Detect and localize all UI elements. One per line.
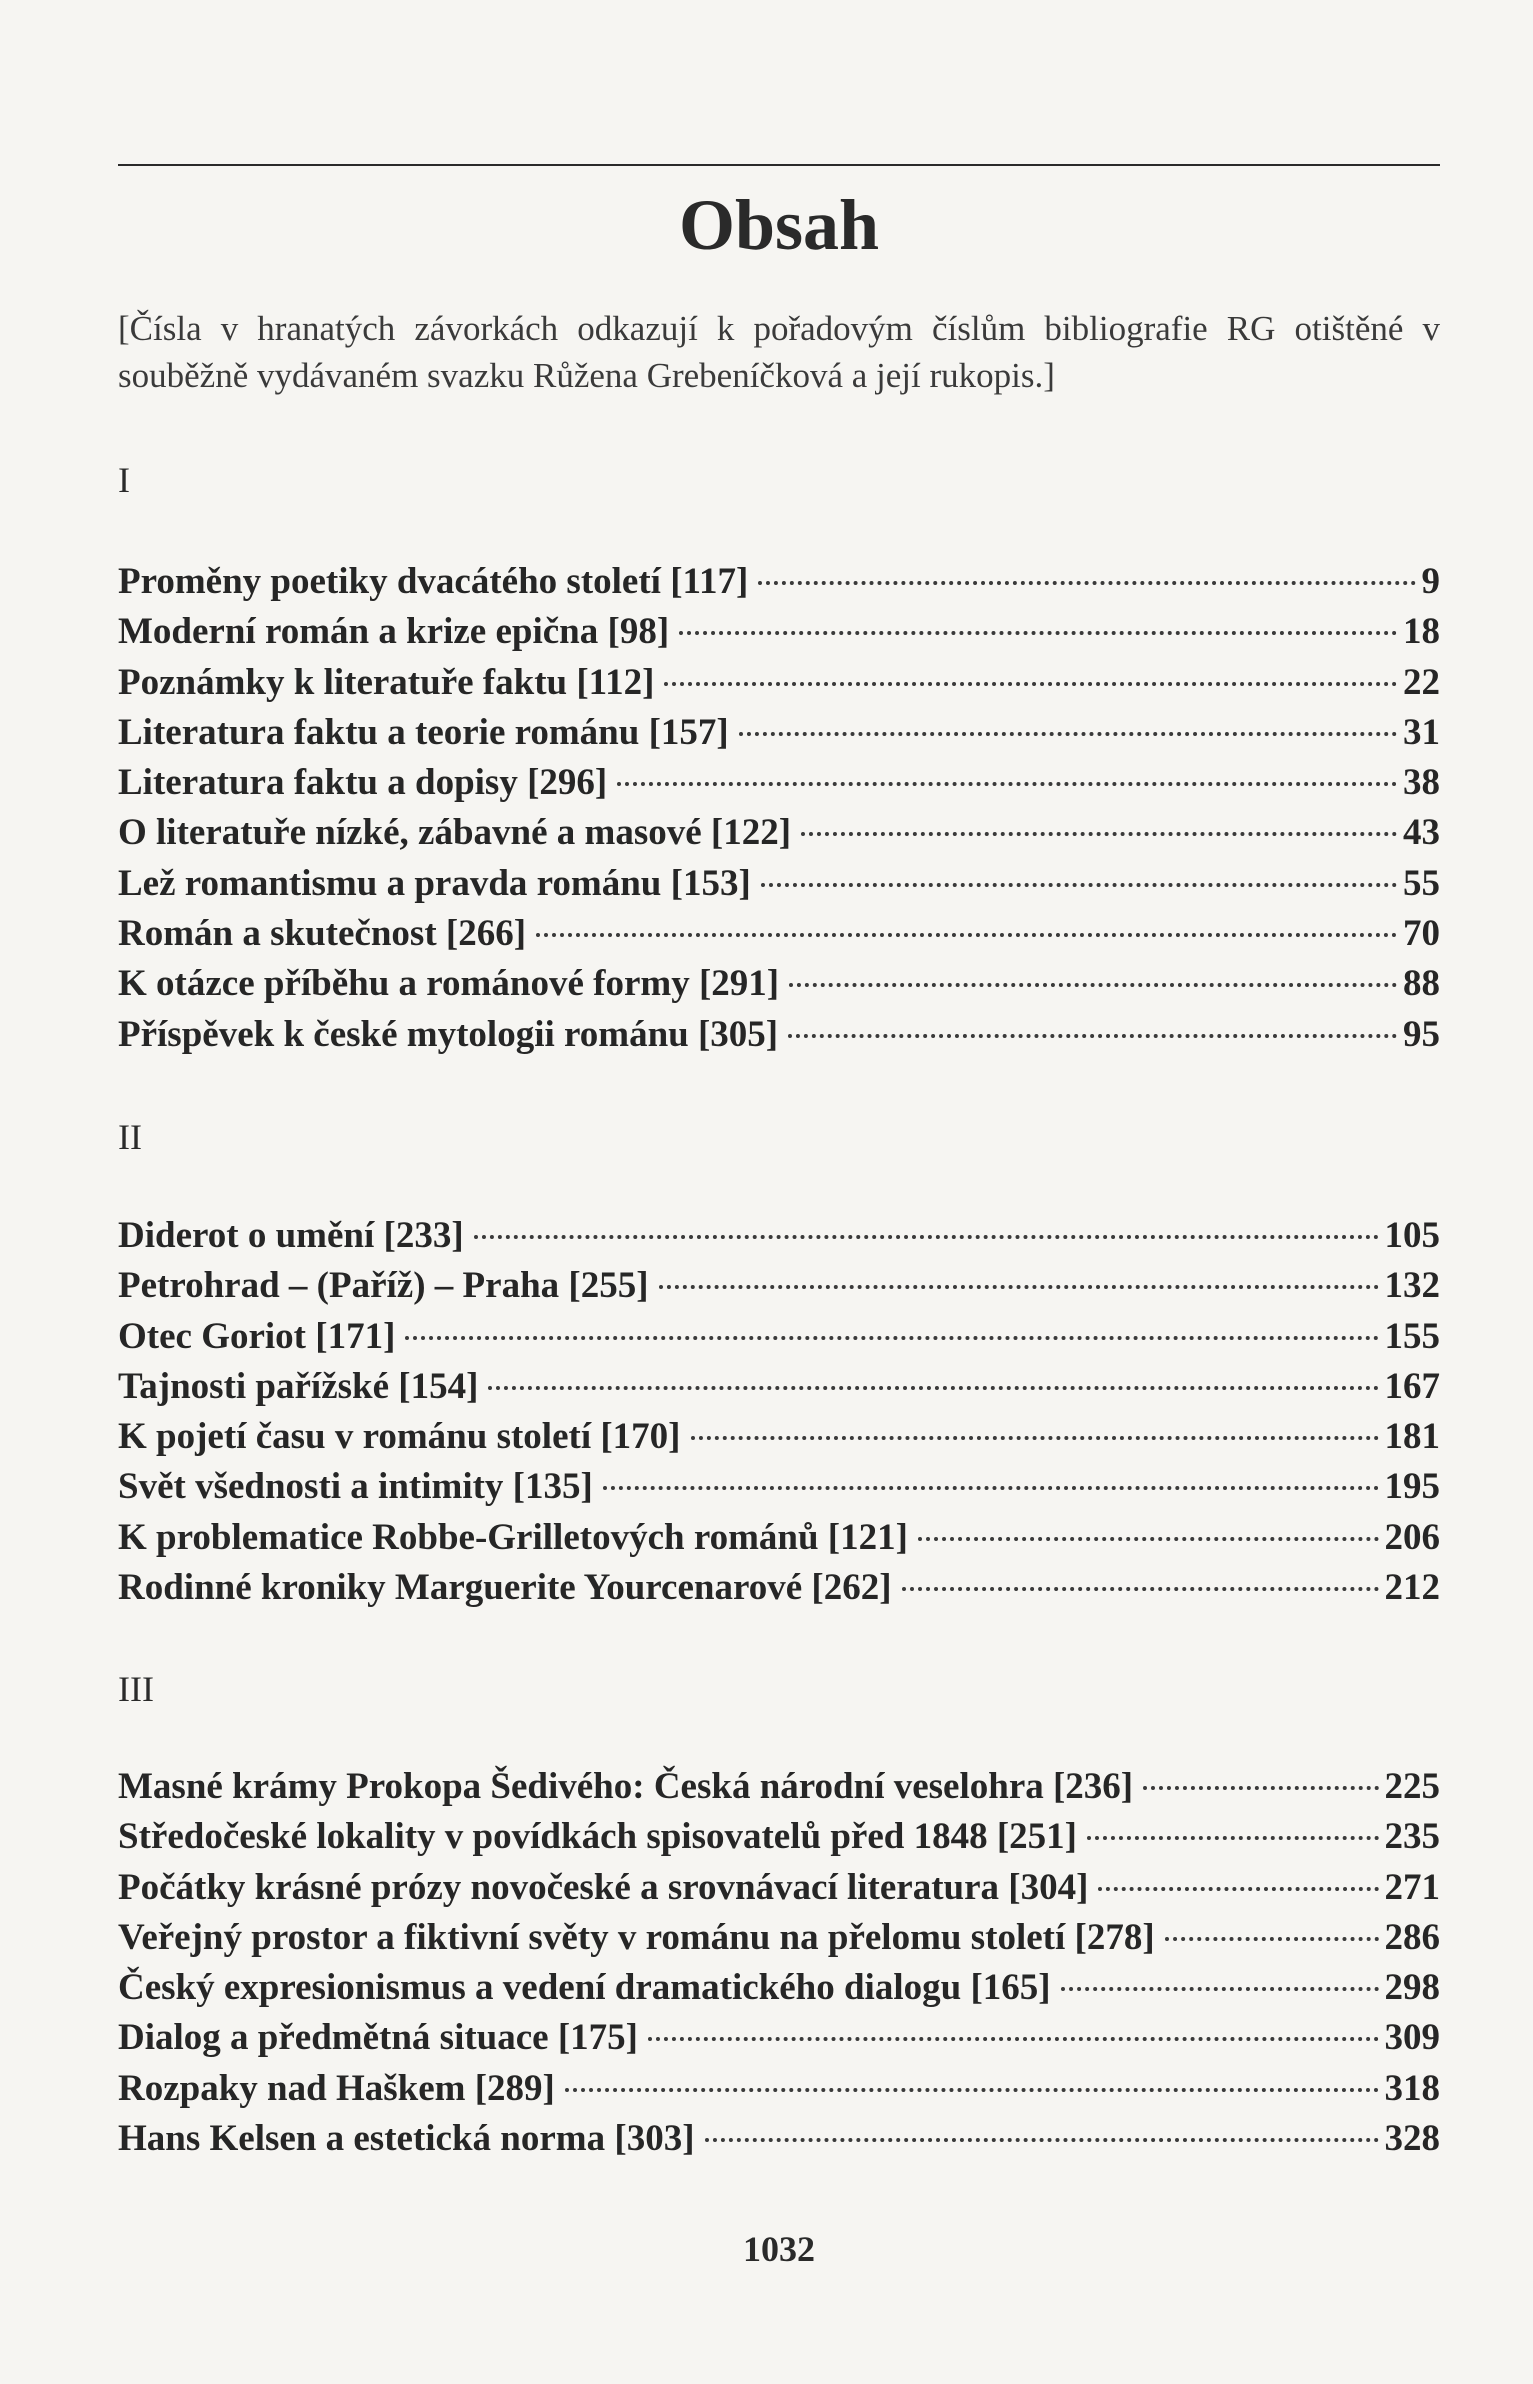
toc-entry[interactable] <box>118 1010 1440 1060</box>
entry-title: Rozpaky nad Haškem [289] <box>118 2067 555 2109</box>
entry-page: 318 <box>1384 2067 1440 2109</box>
dot-leader <box>691 1436 1379 1440</box>
section-ii-entries <box>118 1211 1440 1613</box>
editorial-note: [Čísla v hranatých závorkách odkazují k pořadovým číslům bibliografie RG otištěné v souběžně vydávaném svazku Růžena Grebeníčková a její rukopis.] <box>118 309 1440 395</box>
entry-title: Rodinné kroniky Marguerite Yourcenarové [262] <box>118 1567 892 1609</box>
toc-entry[interactable] <box>118 2013 1440 2063</box>
section-label-iii: III <box>118 1669 154 1709</box>
entry-page: 55 <box>1403 862 1440 904</box>
toc-entry[interactable] <box>118 1963 1440 2013</box>
entry-page: 298 <box>1384 1967 1440 2009</box>
entry-page: 271 <box>1384 1866 1440 1908</box>
page-number: 1032 <box>743 2229 815 2269</box>
dot-leader <box>1143 1786 1378 1790</box>
toc-entry[interactable] <box>118 1462 1440 1512</box>
entry-title: Otec Goriot [171] <box>118 1315 396 1357</box>
dot-leader <box>603 1486 1379 1490</box>
toc-entry[interactable] <box>118 909 1440 959</box>
section-iii-entries <box>118 1762 1440 2164</box>
dot-leader <box>405 1336 1378 1340</box>
entry-title: Literatura faktu a teorie románu [157] <box>118 711 729 753</box>
dot-leader <box>1061 1987 1379 1991</box>
entry-page: 195 <box>1384 1466 1440 1508</box>
entry-title: K problematice Robbe-Grilletových románů [121] <box>118 1516 908 1558</box>
section-label-i: I <box>118 460 130 500</box>
entry-page: 235 <box>1384 1816 1440 1858</box>
entry-title: K otázce příběhu a románové formy [291] <box>118 963 780 1005</box>
dot-leader <box>801 832 1397 836</box>
entry-title: Veřejný prostor a fiktivní světy v románu na přelomu století [278] <box>118 1916 1155 1958</box>
entry-page: 309 <box>1384 2017 1440 2059</box>
entry-page: 18 <box>1403 611 1440 653</box>
toc-entry[interactable] <box>118 2114 1440 2164</box>
section-i-entries <box>118 557 1440 1060</box>
entry-title: Příspěvek k české mytologii románu [305] <box>118 1013 779 1055</box>
entry-page: 22 <box>1403 661 1440 703</box>
toc-entry[interactable] <box>118 1563 1440 1613</box>
top-rule <box>118 164 1440 166</box>
toc-entry[interactable] <box>118 959 1440 1009</box>
entry-page: 155 <box>1384 1315 1440 1357</box>
dot-leader <box>488 1386 1378 1390</box>
dot-leader <box>664 682 1397 686</box>
entry-page: 9 <box>1421 561 1440 602</box>
entry-page: 206 <box>1384 1516 1440 1558</box>
dot-leader <box>536 933 1397 937</box>
entry-page: 181 <box>1384 1416 1440 1458</box>
entry-title: Román a skutečnost [266] <box>118 913 527 955</box>
toc-entry[interactable] <box>118 1762 1440 1812</box>
toc-entry[interactable] <box>118 2064 1440 2114</box>
entry-title: K pojetí času v románu století [170] <box>118 1416 681 1458</box>
entry-page: 286 <box>1384 1916 1440 1958</box>
entry-title: Lež romantismu a pravda románu [153] <box>118 862 751 904</box>
toc-entry[interactable] <box>118 708 1440 758</box>
toc-entry[interactable] <box>118 1312 1440 1362</box>
dot-leader <box>659 1285 1379 1289</box>
entry-page: 167 <box>1384 1365 1440 1407</box>
toc-entry[interactable] <box>118 1412 1440 1462</box>
toc-entry[interactable] <box>118 1513 1440 1563</box>
toc-entry[interactable] <box>118 1261 1440 1311</box>
dot-leader <box>918 1537 1379 1541</box>
entry-title: Literatura faktu a dopisy [296] <box>118 762 608 804</box>
entry-title: Masné krámy Prokopa Šedivého: Česká národní veselohra [236] <box>118 1766 1134 1807</box>
toc-entry[interactable] <box>118 808 1440 858</box>
entry-page: 328 <box>1384 2118 1440 2160</box>
toc-entry[interactable] <box>118 758 1440 808</box>
dot-leader <box>474 1235 1379 1239</box>
entry-title: Svět všednosti a intimity [135] <box>118 1466 593 1508</box>
entry-title: Moderní román a krize epična [98] <box>118 611 670 653</box>
dot-leader <box>789 983 1397 987</box>
entry-title: Počátky krásné prózy novočeské a srovnávací literatura [304] <box>118 1866 1089 1908</box>
toc-entry[interactable] <box>118 1211 1440 1261</box>
dot-leader <box>617 782 1397 786</box>
entry-page: 70 <box>1403 913 1440 955</box>
entry-title: Proměny poetiky dvacátého století [117] <box>118 561 749 602</box>
entry-page: 88 <box>1403 963 1440 1005</box>
dot-leader <box>758 581 1415 585</box>
dot-leader <box>705 2138 1379 2142</box>
entry-title: O literatuře nízké, zábavné a masové [122] <box>118 812 792 854</box>
dot-leader <box>1165 1937 1379 1941</box>
entry-title: Diderot o umění [233] <box>118 1215 464 1256</box>
entry-title: Poznámky k literatuře faktu [112] <box>118 661 655 703</box>
entry-title: Hans Kelsen a estetická norma [303] <box>118 2118 695 2160</box>
entry-page: 38 <box>1403 762 1440 804</box>
entry-page: 31 <box>1403 711 1440 753</box>
toc-entry[interactable] <box>118 557 1440 607</box>
entry-page: 95 <box>1403 1013 1440 1055</box>
toc-entry[interactable] <box>118 1362 1440 1412</box>
dot-leader <box>788 1034 1397 1038</box>
entry-title: Český expresionismus a vedení dramatického dialogu [165] <box>118 1967 1051 2009</box>
book-page <box>118 0 1440 2384</box>
dot-leader <box>761 883 1397 887</box>
entry-page: 212 <box>1384 1567 1440 1609</box>
dot-leader <box>1087 1836 1379 1840</box>
dot-leader <box>902 1587 1379 1591</box>
dot-leader <box>565 2088 1379 2092</box>
toc-entry[interactable] <box>118 1863 1440 1913</box>
entry-title: Tajnosti pařížské [154] <box>118 1365 479 1407</box>
entry-page: 132 <box>1384 1265 1440 1307</box>
entry-page: 225 <box>1384 1766 1440 1807</box>
dot-leader <box>1098 1887 1378 1891</box>
toc-entry[interactable] <box>118 1913 1440 1963</box>
entry-title: Petrohrad – (Paříž) – Praha [255] <box>118 1265 649 1307</box>
toc-entry[interactable] <box>118 607 1440 657</box>
toc-entry[interactable] <box>118 658 1440 708</box>
toc-entry[interactable] <box>118 859 1440 909</box>
dot-leader <box>679 631 1397 635</box>
entry-title: Středočeské lokality v povídkách spisovatelů před 1848 [251] <box>118 1816 1077 1858</box>
dot-leader <box>739 732 1397 736</box>
entry-page: 105 <box>1384 1215 1440 1256</box>
entry-title: Dialog a předmětná situace [175] <box>118 2017 638 2059</box>
page-title: Obsah <box>678 185 880 265</box>
toc-entry[interactable] <box>118 1812 1440 1862</box>
section-label-ii: II <box>118 1117 142 1157</box>
entry-page: 43 <box>1403 812 1440 854</box>
dot-leader <box>648 2037 1379 2041</box>
